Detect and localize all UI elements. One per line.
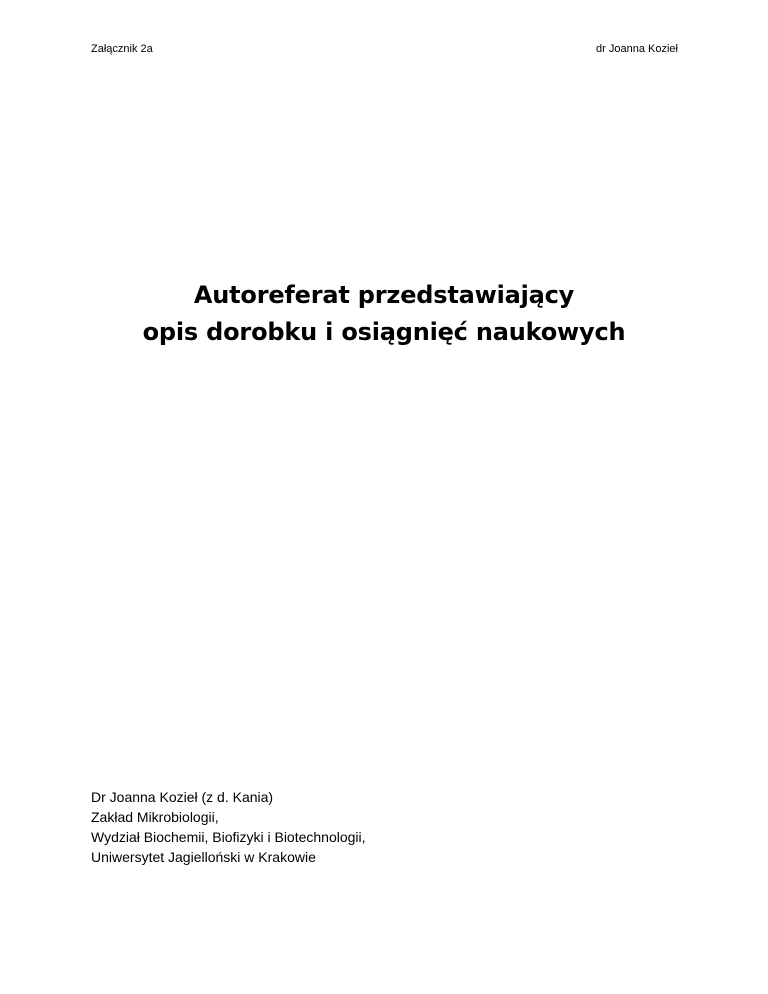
header-author-name: dr Joanna Kozieł — [596, 43, 678, 55]
title-line-1: Autoreferat przedstawiający — [193, 281, 575, 309]
title-line-2: opis dorobku i osiągnięć naukowych — [142, 318, 626, 346]
affiliation-faculty: Wydział Biochemii, Biofizyki i Biotechnologii, — [91, 829, 366, 845]
document-title — [0, 277, 768, 351]
header-attachment-label: Załącznik 2a — [91, 43, 153, 55]
author-affiliation — [91, 787, 366, 867]
affiliation-author: Dr Joanna Kozieł (z d. Kania) — [91, 789, 274, 805]
affiliation-department: Zakład Mikrobiologii, — [91, 809, 219, 825]
affiliation-university: Uniwersytet Jagielloński w Krakowie — [91, 849, 316, 865]
